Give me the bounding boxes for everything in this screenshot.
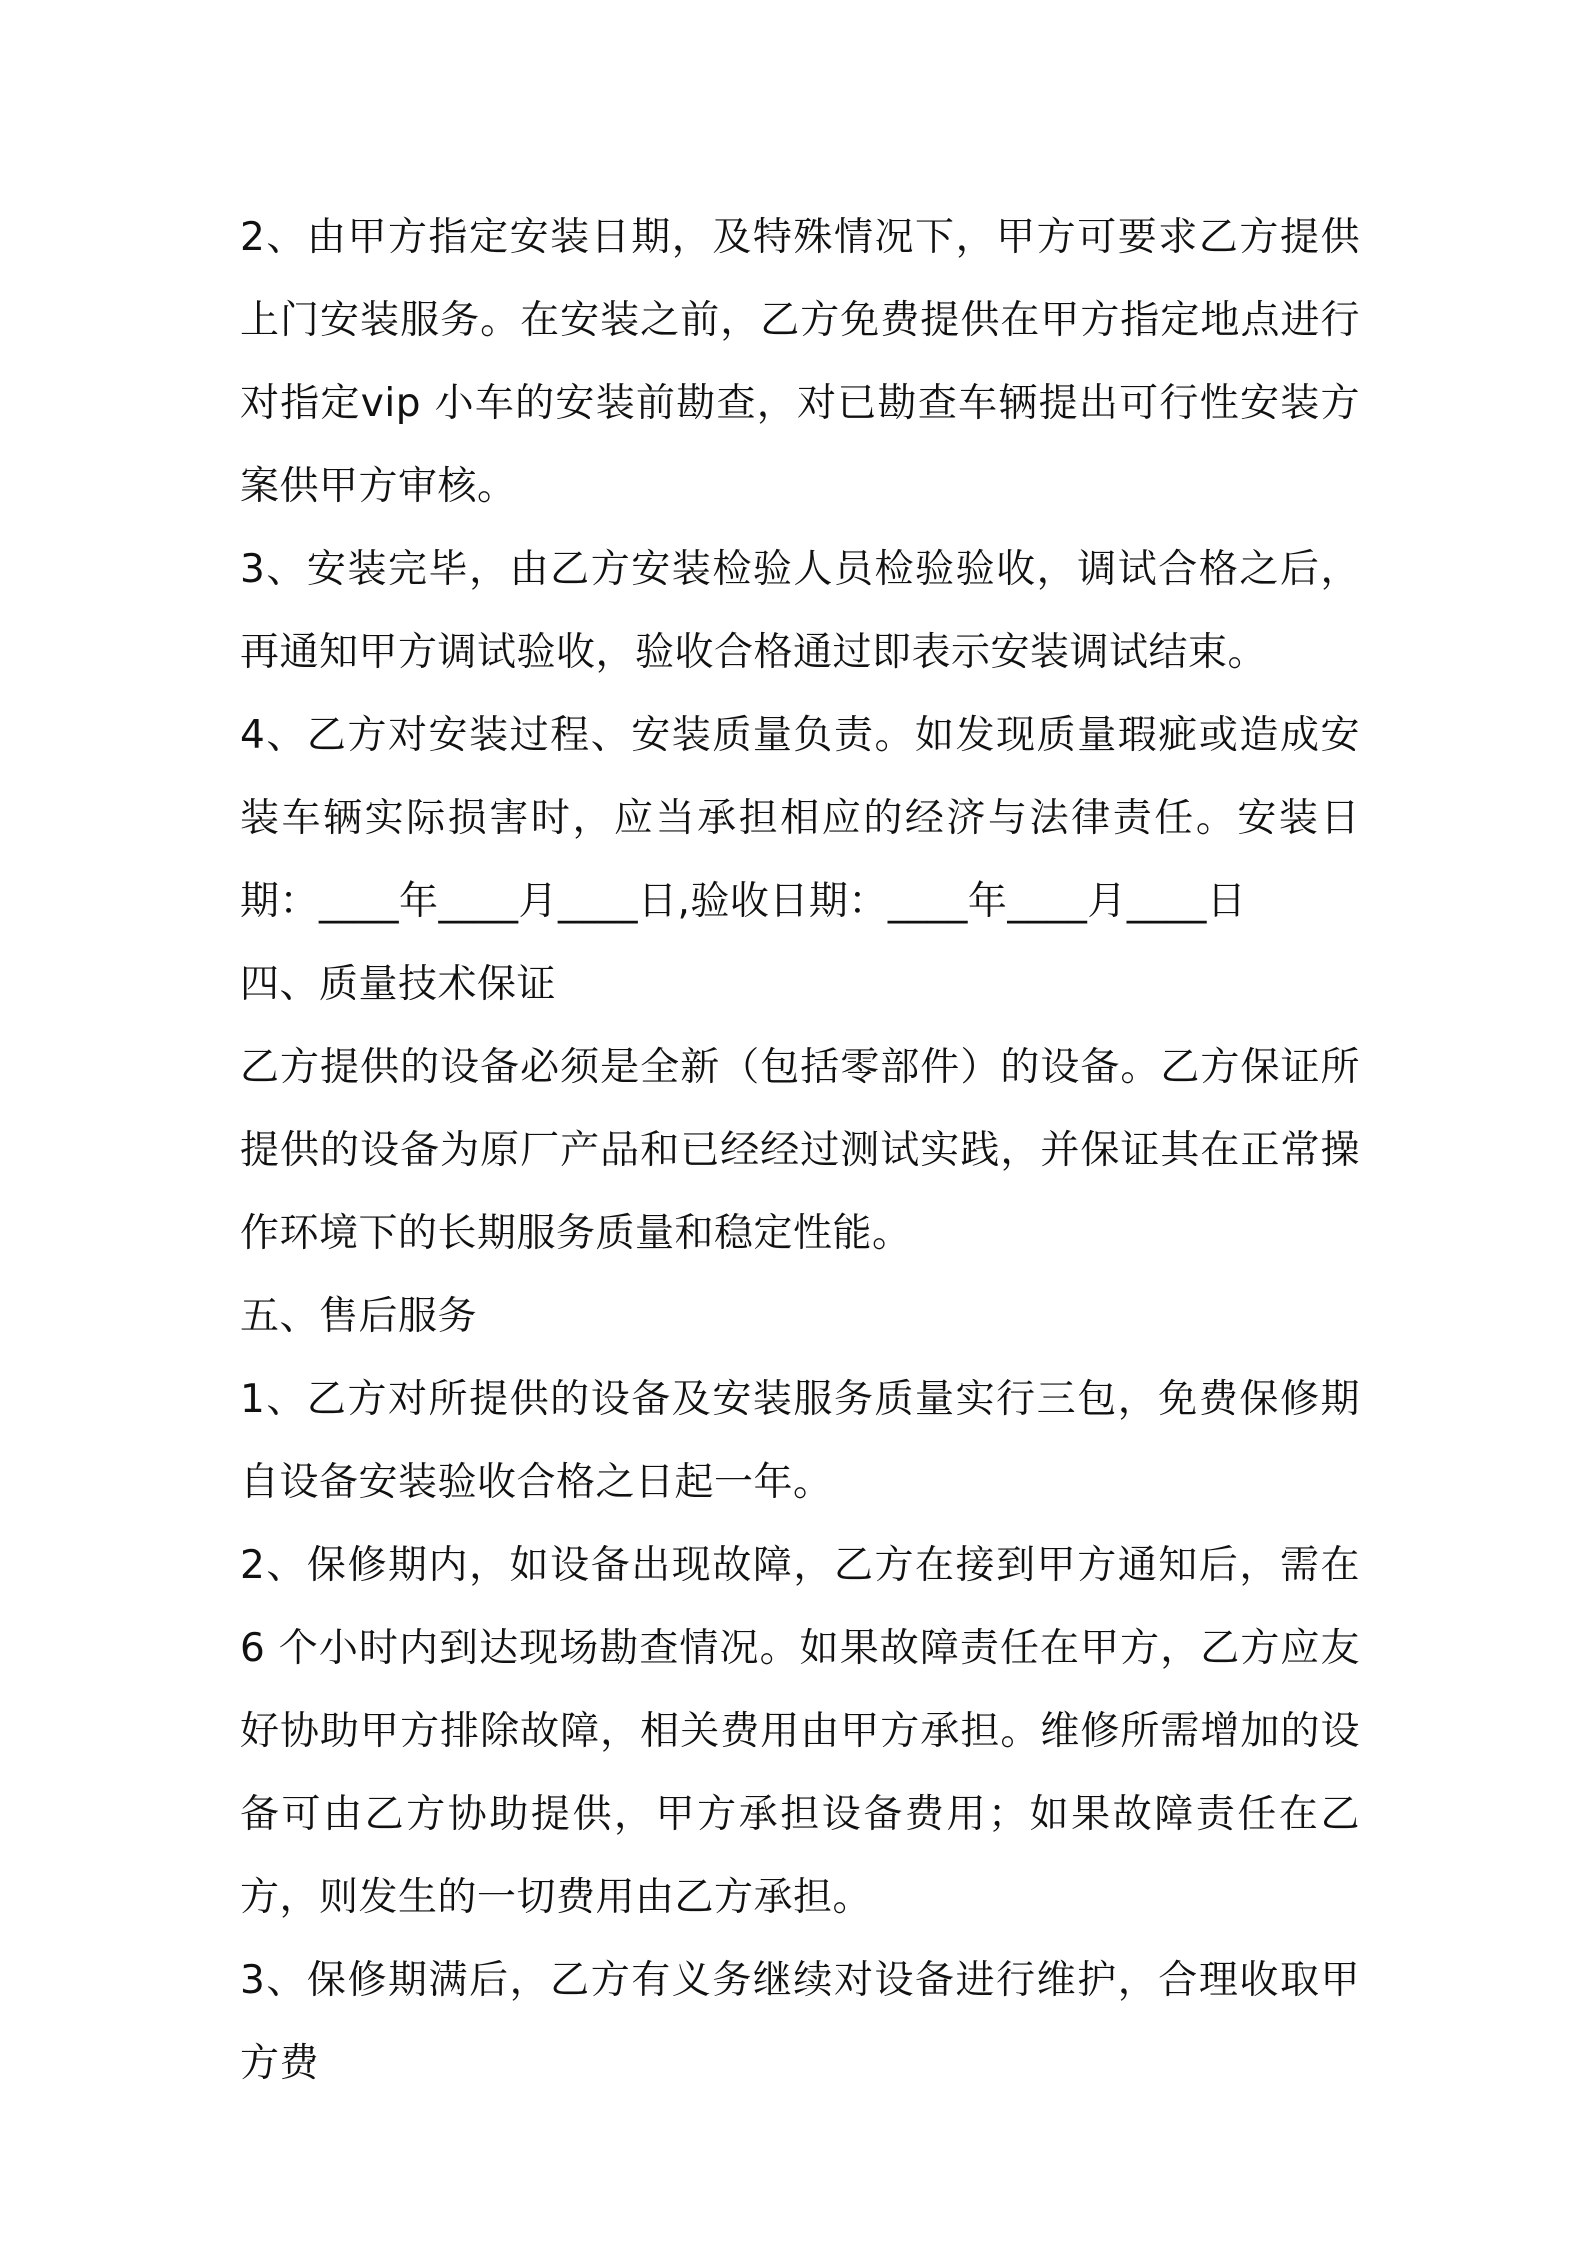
section-heading-quality: 四、质量技术保证 <box>240 962 557 1007</box>
section-heading-after-sales: 五、售后服务 <box>240 1294 478 1339</box>
clause-install-date: 2、由甲方指定安装日期，及特殊情况下，甲方可要求乙方提供上门安装服务。在安装之前，乙方免费提供在甲方指定地点进行对指定vip 小车的安装前勘查，对已勘查车辆提出可行性安装方案供甲方审核。 <box>240 215 1360 509</box>
clause-quality-guarantee: 乙方提供的设备必须是全新（包括零部件）的设备。乙方保证所提供的设备为原厂产品和已经经过测试实践，并保证其在正常操作环境下的长期服务质量和稳定性能。 <box>240 1045 1360 1256</box>
clause-warranty: 1、乙方对所提供的设备及安装服务质量实行三包，免费保修期自设备安装验收合格之日起一年。 <box>240 1377 1360 1505</box>
clause-install-complete: 3、安装完毕，由乙方安装检验人员检验验收，调试合格之后，再通知甲方调试验收，验收合格通过即表示安装调试结束。 <box>240 547 1360 675</box>
clause-repair-during-warranty: 2、保修期内，如设备出现故障，乙方在接到甲方通知后，需在 6 个小时内到达现场勘查情况。如果故障责任在甲方，乙方应友好协助甲方排除故障，相关费用由甲方承担。维修所需增加的设备可由乙方协助提供，甲方承担设备费用；如果故障责任在乙方，则发生的一切费用由乙方承担。 <box>240 1543 1360 1920</box>
clause-after-warranty: 3、保修期满后，乙方有义务继续对设备进行维护，合理收取甲方费 <box>240 1958 1360 2086</box>
document-body <box>240 196 1360 2105</box>
clause-install-responsibility: 4、乙方对安装过程、安装质量负责。如发现质量瑕疵或造成安装车辆实际损害时，应当承担相应的经济与法律责任。安装日期：____年____月____日,验收日期：____年____月____日 <box>240 713 1360 924</box>
